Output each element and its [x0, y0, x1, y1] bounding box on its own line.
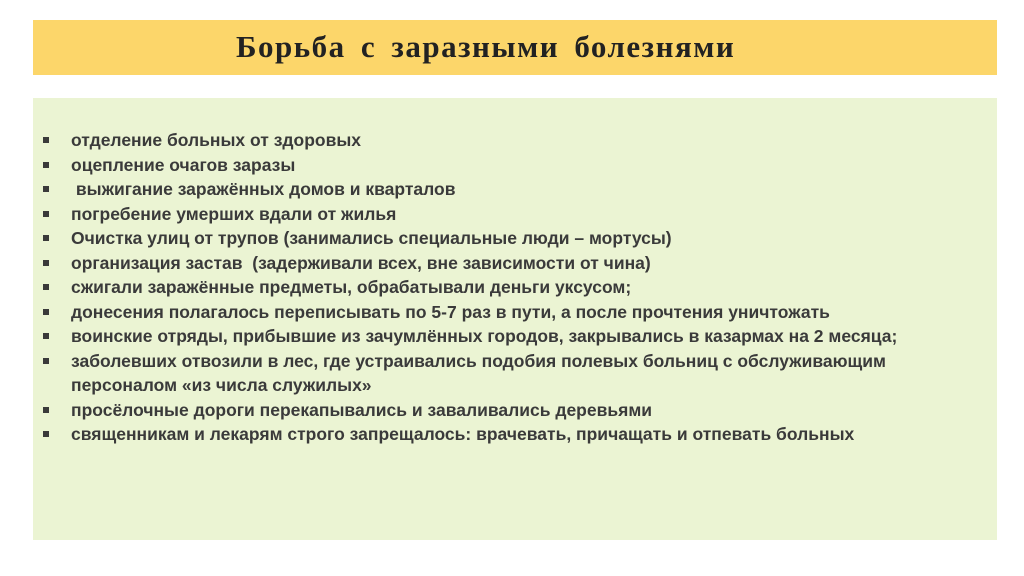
list-item-text: донесения полагалось переписывать по 5-7 раз в пути, а после прочтения уничтожать [71, 301, 830, 322]
list-item-text: просёлочные дороги перекапывались и заваливались деревьями [71, 399, 653, 420]
list-item [33, 422, 951, 447]
bullet-icon [43, 309, 49, 315]
list-item-text: выжигание заражённых домов и кварталов [71, 179, 456, 199]
list-item [33, 251, 951, 276]
bullet-icon [43, 333, 49, 339]
list-item-text: организация застав (задерживали всех, вне зависимости от чина) [71, 252, 651, 273]
list-item-text: сжигали заражённые предметы, обрабатывали деньги уксусом; [71, 277, 632, 297]
measures-list [33, 128, 951, 447]
list-item [33, 398, 951, 423]
bullet-icon [43, 260, 49, 266]
list-item [33, 177, 951, 202]
list-item [33, 226, 951, 251]
bullet-icon [43, 284, 49, 290]
list-item [33, 324, 951, 349]
bullet-icon [43, 137, 49, 143]
bullet-icon [43, 162, 49, 168]
list-item-text: погребение умерших вдали от жилья [71, 203, 397, 224]
title-banner [33, 20, 997, 75]
list-item [33, 202, 951, 227]
bullet-icon [43, 358, 49, 364]
bullet-icon [43, 211, 49, 217]
list-item [33, 300, 951, 325]
list-item-text: священникам и лекарям строго запрещалось: врачевать, причащать и отпевать больных [71, 424, 855, 444]
list-item-text: Очистка улиц от трупов (занимались специальные люди – мортусы) [71, 228, 672, 248]
list-item [33, 275, 951, 300]
bullet-icon [43, 431, 49, 437]
list-item-text: отделение больных от здоровых [71, 130, 362, 150]
list-item [33, 128, 951, 153]
bullet-icon [43, 407, 49, 413]
list-item-text: заболевших отвозили в лес, где устраивались подобия полевых больниц с обслуживающим персоналом «из числа служилых» [71, 350, 891, 395]
slide-title: Борьба с заразными болезнями [236, 29, 736, 64]
list-item [33, 349, 951, 398]
list-item [33, 153, 951, 178]
bullet-icon [43, 186, 49, 192]
content-panel [33, 98, 997, 540]
list-item-text: воинские отряды, прибывшие из зачумлённых городов, закрывались в казармах на 2 месяца; [71, 326, 898, 346]
list-item-text: оцепление очагов заразы [71, 154, 296, 175]
bullet-icon [43, 235, 49, 241]
